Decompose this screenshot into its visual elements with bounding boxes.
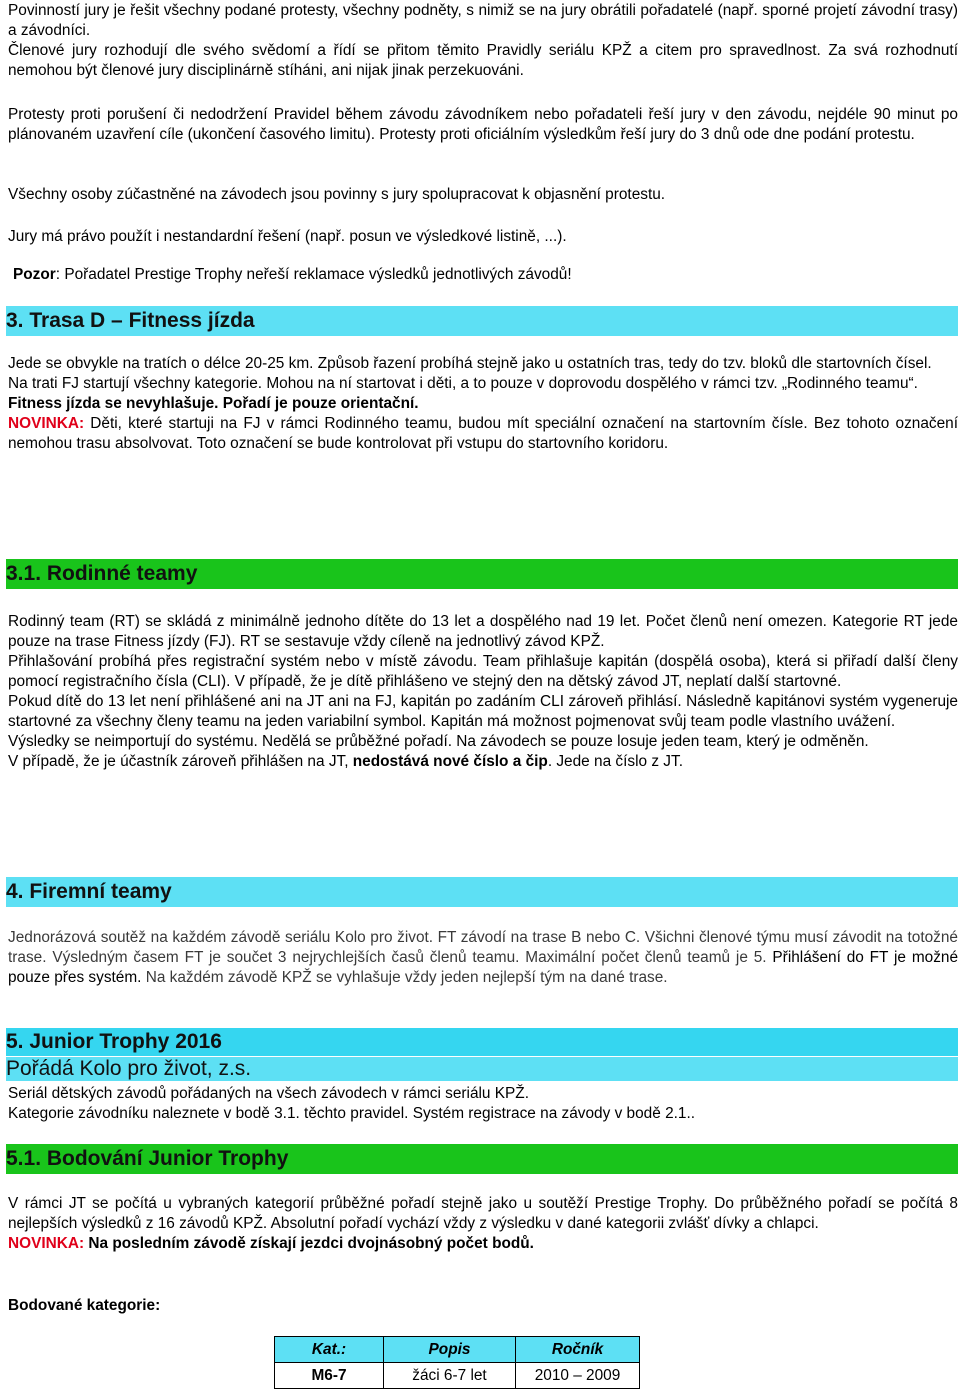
table-header-cell: Popis	[384, 1337, 516, 1363]
s31-paragraph-3: Pokud dítě do 13 let není přihlášené ani na JT ani na FJ, kapitán po zadáním CLI zároveň přihlásí. Následně kapitánovi systém vygeneruje startovné za všechny členy teamu na jeden variabilní symbol. Kapitán má možnost pojmenovat svůj team podle vlastního uvážení.	[8, 693, 958, 730]
table-header-cell: Kat.:	[275, 1337, 384, 1363]
section-3-heading: 3. Trasa D – Fitness jízda	[6, 306, 958, 336]
intro-paragraph-5: Jury má právo použít i nestandardní řešení (např. posun ve výsledkové listině, ...).	[8, 228, 567, 245]
section-5-1-heading: 5.1. Bodování Junior Trophy	[6, 1144, 958, 1174]
novinka-label: NOVINKA:	[8, 1235, 85, 1252]
pozor-note	[13, 265, 960, 285]
table-header-row	[275, 1337, 640, 1363]
bodovane-kategorie-label: Bodované kategorie:	[8, 1297, 161, 1314]
s3-paragraph-3: Fitness jízda se nevyhlašuje. Pořadí je pouze orientační.	[8, 395, 419, 412]
s5-paragraph-1: Seriál dětských závodů pořádaných na všech závodech v rámci seriálu KPŽ.	[8, 1085, 529, 1102]
table-row	[275, 1363, 640, 1389]
section-5-subheading: Pořádá Kolo pro život, z.s.	[6, 1057, 958, 1081]
s4-paragraph: Jednorázová soutěž na každém závodě seriálu Kolo pro život. FT závodí na trase B nebo C. Všichni členové týmu musí závodit na totožné trase. Výsledným časem FT je součet 3 nejrychlejších časů členů teamu. Maximální počet členů teamů je 5. Přihlášení do FT je možné pouze přes systém. Na každém závodě KPŽ se vyhlašuje vždy jeden nejlepší tým na dané trase.	[8, 929, 959, 986]
s5-paragraph-2: Kategorie závodníku naleznete v bodě 3.1. těchto pravidel. Systém registrace na závody v bodě 2.1..	[8, 1105, 696, 1122]
s3-novinka-text: Děti, které startuji na FJ v rámci Rodinného teamu, budou mít speciální označení na startovním čísle. Bez tohoto označení nemohou trasu absolvovat. Toto označení se bude kontrolovat při vstupu do startovního koridoru.	[8, 415, 958, 452]
table-cell: žáci 6-7 let	[384, 1363, 516, 1389]
s51-paragraph-2	[8, 1234, 958, 1254]
section-5-heading: 5. Junior Trophy 2016	[6, 1028, 958, 1056]
intro-paragraph-4: Všechny osoby zúčastněné na závodech jsou povinny s jury spolupracovat k objasnění protestu.	[8, 186, 666, 203]
category-table	[274, 1336, 640, 1389]
s4-registration-note: Přihlášení do FT je možné pouze přes systém.	[8, 949, 959, 986]
s3-paragraph-1: Jede se obvykle na tratích o délce 20-25 km. Způsob řazení probíhá stejně jako u ostatních tras, tedy do tzv. bloků dle startovních čísel.	[8, 355, 932, 372]
intro-paragraph-1: Povinností jury je řešit všechny podané protesty, všechny podněty, s nimiž se na jury obrátili pořadatelé (např. sporné projetí závodní trasy) a závodníci.	[8, 2, 958, 39]
s51-paragraph-1: V rámci JT se počítá u vybraných kategorií průběžné pořadí stejně jako u soutěží Prestige Trophy. Do průběžného pořadí se počítá 8 nejlepších výsledků z 16 závodů KPŽ. Absolutní pořadí vychází vždy z výsledku v dané kategorii zvlášť dívky a chlapci.	[8, 1195, 958, 1232]
table-cell: M6-7	[275, 1363, 384, 1389]
table-header-cell: Ročník	[516, 1337, 640, 1363]
s31-paragraph-4: Výsledky se neimportují do systému. Nedělá se průběžné pořadí. Na závodech se pouze losuje jeden team, který je odměněn.	[8, 733, 869, 750]
table-cell: 2010 – 2009	[516, 1363, 640, 1389]
intro-paragraph-2: Členové jury rozhodují dle svého svědomí a řídí se přitom těmito Pravidly seriálu KPŽ a citem pro spravedlnost. Za svá rozhodnutí nemohou být členové jury disciplinárně stíháni, ani nijak jinak perzekuováni.	[8, 42, 958, 79]
novinka-label: NOVINKA:	[8, 415, 85, 432]
intro-paragraph-3: Protesty proti porušení či nedodržení Pravidel během závodu závodníkem nebo pořadateli řeší jury v den závodu, nejdéle 90 minut po plánovaném uzavření cíle (ukončení časového limitu). Protesty proti oficiálním výsledkům řeší jury do 3 dnů ode dne podání protestu.	[8, 106, 958, 143]
s3-paragraph-4	[8, 414, 958, 454]
pozor-text: : Pořadatel Prestige Trophy neřeší reklamace výsledků jednotlivých závodů!	[55, 266, 572, 283]
pozor-label: Pozor	[13, 266, 56, 283]
s51-novinka-text: Na posledním závodě získají jezdci dvojnásobný počet bodů.	[84, 1235, 534, 1252]
s31-paragraph-1: Rodinný team (RT) se skládá z minimálně jednoho dítěte do 13 let a dospělého nad 19 let. Počet členů není omezen. Kategorie RT jede pouze na trase Fitness jízdy (FJ). RT se sestavuje vždy cíleně na jednotlivý závod KPŽ.	[8, 613, 958, 650]
section-3-1-heading: 3.1. Rodinné teamy	[6, 559, 958, 589]
s3-paragraph-2: Na trati FJ startují všechny kategorie. Mohou na ní startovat i děti, a to pouze v doprovodu dospělého v rámci tzv. „Rodinného teamu“.	[8, 375, 918, 392]
section-4-heading: 4. Firemní teamy	[6, 877, 958, 907]
s31-paragraph-5: V případě, že je účastník zároveň přihlášen na JT, nedostává nové číslo a čip. Jede na číslo z JT.	[8, 753, 683, 770]
s31-paragraph-2: Přihlašování probíhá přes registrační systém nebo v místě závodu. Team přihlašuje kapitán (dospělá osoba), která si přiřadí další členy pomocí registračního čísla (CLI). V případě, že je dítě přihlášeno ve stejný den na dětský závod JT, neplatí další startovné.	[8, 653, 958, 690]
s31-emphasis: nedostává nové číslo a čip	[352, 753, 548, 770]
